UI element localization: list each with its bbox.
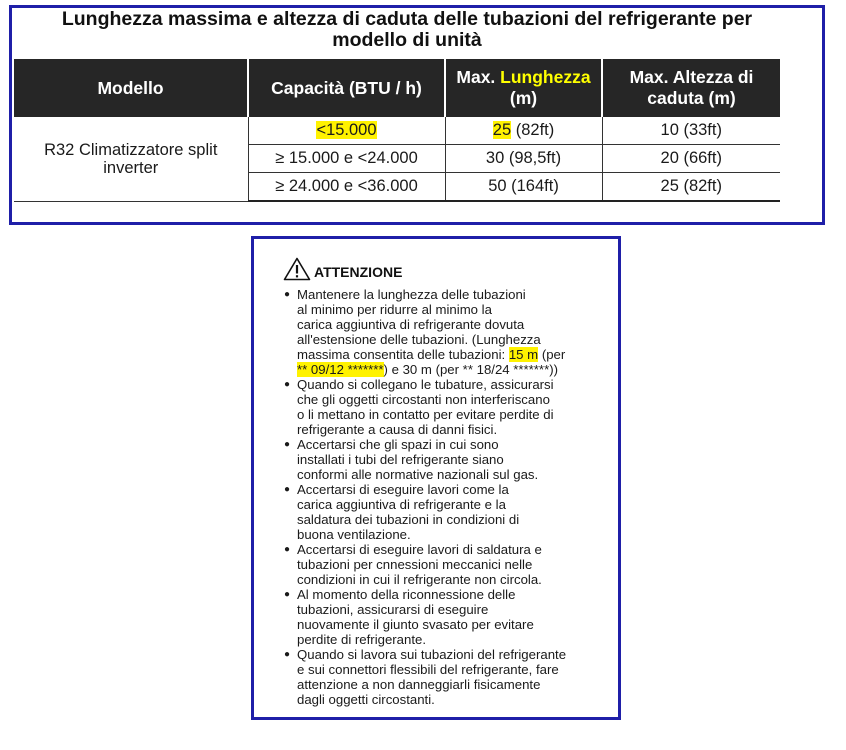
length-highlight: 25 [492,121,512,139]
header-max-height: Max. Altezza di caduta (m) [602,59,780,117]
capacity-cell [248,117,445,145]
list-item: ● Accertarsi di eseguire lavori come la carica aggiuntiva di refrigerante e la saldatura dei tubazioni in condizioni di buona ventilazione. [284,482,604,542]
length-cell: 25 (82ft) [445,117,602,145]
height-cell: 20 (66ft) [602,145,780,173]
height-cell: 25 (82ft) [602,173,780,202]
model-code-highlight: ** 09/12 ******* [297,362,384,377]
list-item: ● Accertarsi di eseguire lavori di saldatura e tubazioni per cnnessioni meccanici nelle condizioni in cui il refrigerante non circola. [284,542,604,587]
capacity-highlight: <15.000 [316,121,377,139]
capacity-cell: ≥ 15.000 e <24.000 [248,145,445,173]
header-capacity: Capacità (BTU / h) [248,59,445,117]
list-item: ● Mantenere la lunghezza delle tubazioni al minimo per ridurre al minimo la carica aggiuntiva di refrigerante dovuta all'estensione delle tubazioni. (Lunghezza massima consentita delle tubazioni: 15 m (per ** 09/12 *******) e 30 m (per ** 18/24 *******)) [284,287,604,377]
capacity-cell: ≥ 24.000 e <36.000 [248,173,445,202]
header-max-length: Max. Lunghezza (m) [445,59,602,117]
table-row [14,117,780,145]
height-cell: 10 (33ft) [602,117,780,145]
warning-list [284,287,604,707]
list-item: ● Quando si lavora sui tubazioni del refrigerante e sui connettori flessibili del refrigerante, fare attenzione a non danneggiarli fisicamente dagli oggetti circostanti. [284,647,604,707]
warning-title: ATTENZIONE [314,264,403,280]
length-cell: 50 (164ft) [445,173,602,202]
table-title: Lunghezza massima e altezza di caduta delle tubazioni del refrigerante per modello di unità [61,8,753,51]
max-length-highlight: 15 m [508,347,539,362]
header-model: Modello [14,59,248,117]
list-item: ● Al momento della riconnessione delle tubazioni, assicurarsi di eseguire nuovamente il giunto svasato per evitare perdite di refrigerante. [284,587,604,647]
list-item: ● Accertarsi che gli spazi in cui sono installati i tubi del refrigerante siano conformi alle normative nazionali sul gas. [284,437,604,482]
refrigerant-pipe-table [14,59,780,202]
table-header-row [14,59,780,117]
warning-heading [283,257,402,281]
model-cell: R32 Climatizzatore split inverter [14,117,248,201]
warning-triangle-icon [283,257,311,281]
length-cell: 30 (98,5ft) [445,145,602,173]
header-max-length-highlight: Lunghezza [500,67,591,87]
list-item: ● Quando si collegano le tubature, assicurarsi che gli oggetti circostanti non interferiscano o li mettano in contatto per evitare perdite di refrigerante a causa di danni fisici. [284,377,604,437]
